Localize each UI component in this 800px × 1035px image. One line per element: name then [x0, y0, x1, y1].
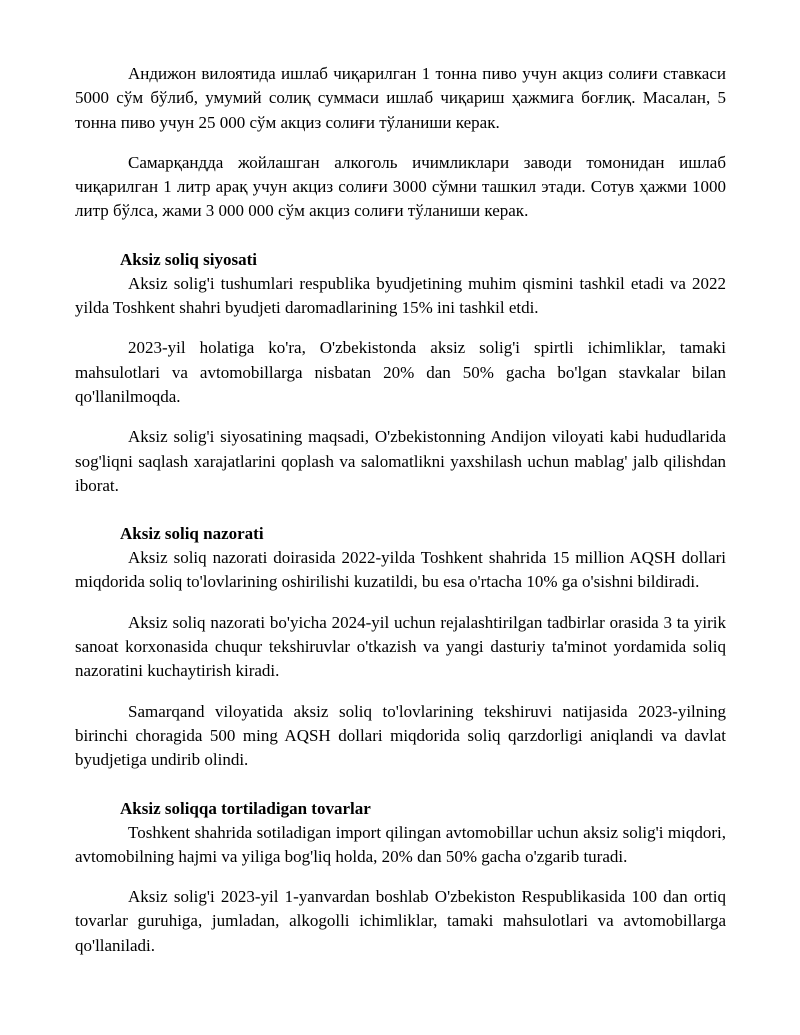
paragraph-nazorati-2: Aksiz soliq nazorati bo'yicha 2024-yil uchun rejalashtirilgan tadbirlar orasida 3 ta yirik sanoat korxonasida chuqur tekshiruvlar o'tkazish va yangi dasturiy ta'minot yordamida soliq nazoratini kuchaytirish kiradi.: [75, 612, 726, 681]
paragraph-intro-1: Андижон вилоятида ишлаб чиқарилган 1 тонна пиво учун акциз солиғи ставкаси 5000 сўм бўлиб, умумий солиқ суммаси ишлаб чиқариш ҳажмига боғлиқ. Масалан, 5 тонна пиво учун 25 000 сўм акциз солиғи тўланиши керак.: [75, 64, 726, 132]
paragraph-intro-2: Самарқандда жойлашган алкоголь ичимликлари заводи томонидан ишлаб чиқарилган 1 литр арақ учун акциз солиғи 3000 сўмни ташкил этади. Сотув ҳажми 1000 литр бўлса, жами 3 000 000 сўм акциз солиғи тўланиши керак.: [75, 152, 726, 221]
paragraph-siyosati-1: Aksiz solig'i tushumlari respublika byudjetining muhim qismini tashkil etadi va 2022 yilda Toshkent shahri byudjeti daromadlarining 15% ini tashkil etdi.: [75, 273, 726, 318]
section-heading-siyosati: Aksiz soliq siyosati: [120, 249, 257, 269]
paragraph-nazorati-1: Aksiz soliq nazorati doirasida 2022-yilda Toshkent shahrida 15 million AQSH dollari miqdorida soliq to'lovlarining oshirilishi kuzatildi, bu esa o'rtacha 10% ga o'sishni bildiradi.: [75, 548, 726, 592]
paragraph-siyosati-3: Aksiz solig'i siyosatining maqsadi, O'zbekistonning Andijon viloyati kabi hududlarida sog'liqni saqlash xarajatlarini qoplash va salomatlikni yaxshilash uchun mablag' jalb qilishdan iborat.: [75, 427, 726, 495]
document-page: [75, 62, 726, 958]
paragraph-tovarlar-2: Aksiz solig'i 2023-yil 1-yanvardan boshlab O'zbekiston Respublikasida 100 dan ortiq tovarlar guruhiga, jumladan, alkogolli ichimliklar, tamaki mahsulotlari va avtomobillarga qo'llaniladi.: [75, 887, 726, 955]
paragraph-tovarlar-1: Toshkent shahrida sotiladigan import qilingan avtomobillar uchun aksiz solig'i miqdori, avtomobilning hajmi va yiliga bog'liq holda, 20% dan 50% gacha o'zgarib turadi.: [75, 822, 726, 866]
section-heading-nazorati: Aksiz soliq nazorati: [120, 524, 264, 544]
paragraph-siyosati-2: 2023-yil holatiga ko'ra, O'zbekistonda aksiz solig'i spirtli ichimliklar, tamaki mahsulotlari va avtomobillarga nisbatan 20% dan 50% gacha bo'lgan stavkalar bilan qo'llanilmoqda.: [75, 338, 726, 406]
section-heading-tovarlar: Aksiz soliqqa tortiladigan tovarlar: [120, 798, 371, 818]
paragraph-nazorati-3: Samarqand viloyatida aksiz soliq to'lovlarining tekshiruvi natijasida 2023-yilning birinchi choragida 500 ming AQSH dollari miqdorida soliq qarzdorligi aniqlandi va davlat byudjetiga undirib olindi.: [75, 701, 726, 770]
